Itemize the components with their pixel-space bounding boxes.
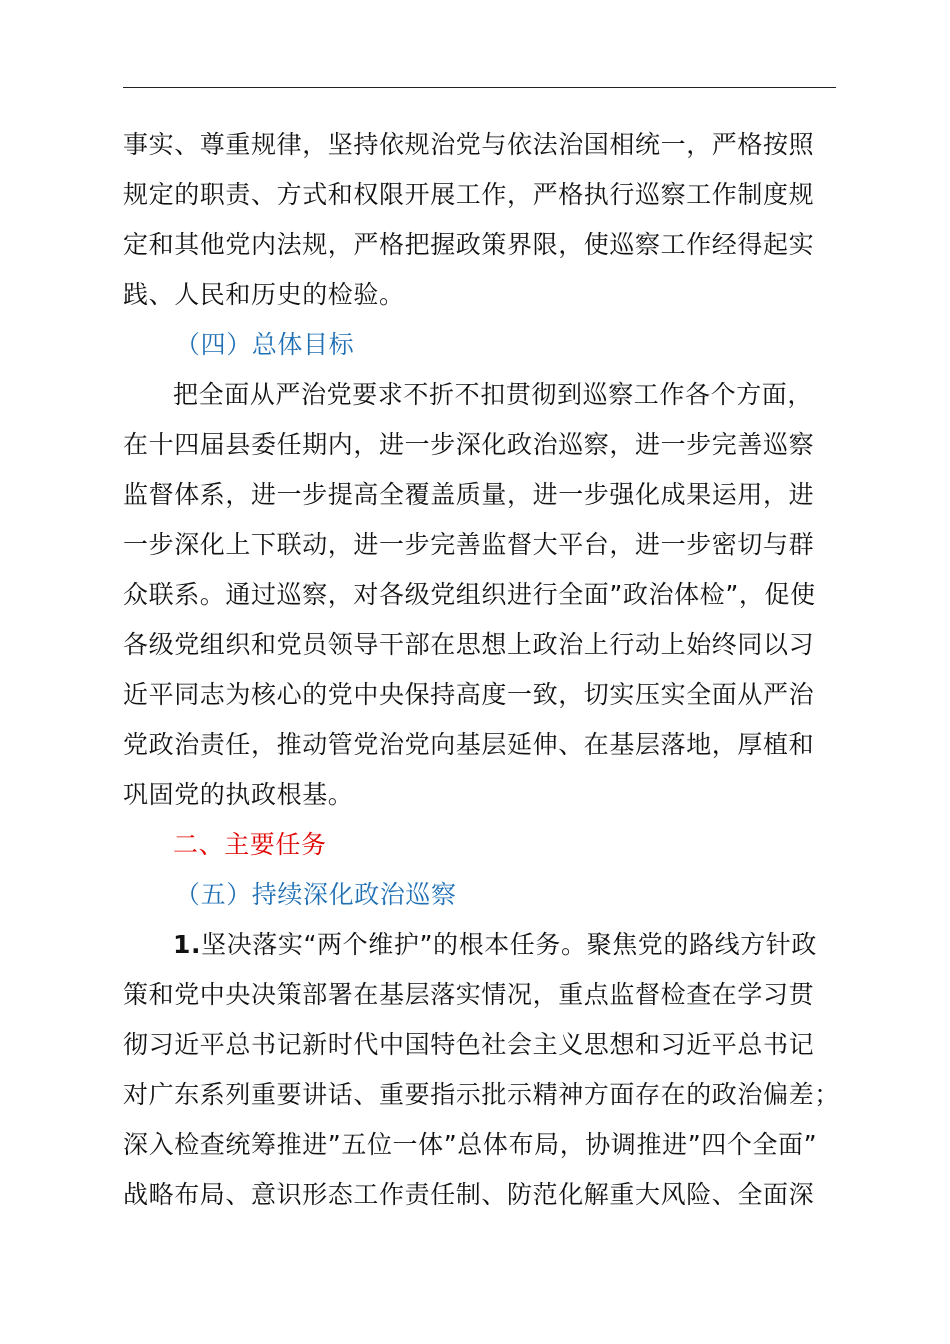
task-line: [123, 920, 838, 970]
paragraph-line: 在十四届县委任期内，进一步深化政治巡察，进一步完善巡察: [123, 430, 815, 459]
paragraph-line: 监督体系，进一步提高全覆盖质量，进一步强化成果运用，进: [123, 480, 815, 509]
paragraph-line: 事实、尊重规律，坚持依规治党与依法治国相统一，严格按照: [123, 130, 815, 159]
paragraph-line: 各级党组织和党员领导干部在思想上政治上行动上始终同以习: [123, 630, 815, 659]
paragraph-line: 践、人民和历史的检验。: [123, 280, 405, 309]
paragraph-line: 巩固党的执政根基。: [123, 780, 354, 809]
paragraph-line: 党政治责任，推动管党治党向基层延伸、在基层落地，厚植和: [123, 730, 815, 759]
paragraph-line: 近平同志为核心的党中央保持高度一致，切实压实全面从严治: [123, 680, 815, 709]
header-rule: [123, 87, 836, 88]
paragraph-line: 一步深化上下联动，进一步完善监督大平台，进一步密切与群: [123, 530, 815, 559]
paragraph-line: 策和党中央决策部署在基层落实情况，重点监督检查在学习贯: [123, 980, 815, 1009]
subheading-4: （四）总体目标: [175, 330, 355, 359]
task-title: 坚决落实“两个维护”的根本任务。: [201, 930, 587, 959]
document-body: [123, 120, 838, 1220]
paragraph-line: 众联系。通过巡察，对各级党组织进行全面”政治体检”，促使: [123, 580, 816, 609]
paragraph-line: 战略布局、意识形态工作责任制、防范化解重大风险、全面深: [123, 1180, 815, 1209]
subheading-5: （五）持续深化政治巡察: [175, 880, 457, 909]
section-heading: 二、主要任务: [173, 830, 327, 859]
paragraph-line: 规定的职责、方式和权限开展工作，严格执行巡察工作制度规: [123, 180, 815, 209]
paragraph-line: 对广东系列重要讲话、重要指示批示精神方面存在的政治偏差；: [123, 1080, 840, 1109]
task-text: 聚焦党的路线方针政: [586, 930, 818, 959]
paragraph-line: 把全面从严治党要求不折不扣贯彻到巡察工作各个方面，: [173, 380, 814, 409]
task-number: 1.: [173, 930, 202, 959]
paragraph-line: 彻习近平总书记新时代中国特色社会主义思想和习近平总书记: [123, 1030, 815, 1059]
paragraph-line: 定和其他党内法规，严格把握政策界限，使巡察工作经得起实: [123, 230, 815, 259]
paragraph-line: 深入检查统筹推进”五位一体”总体布局，协调推进”四个全面”: [123, 1130, 818, 1159]
